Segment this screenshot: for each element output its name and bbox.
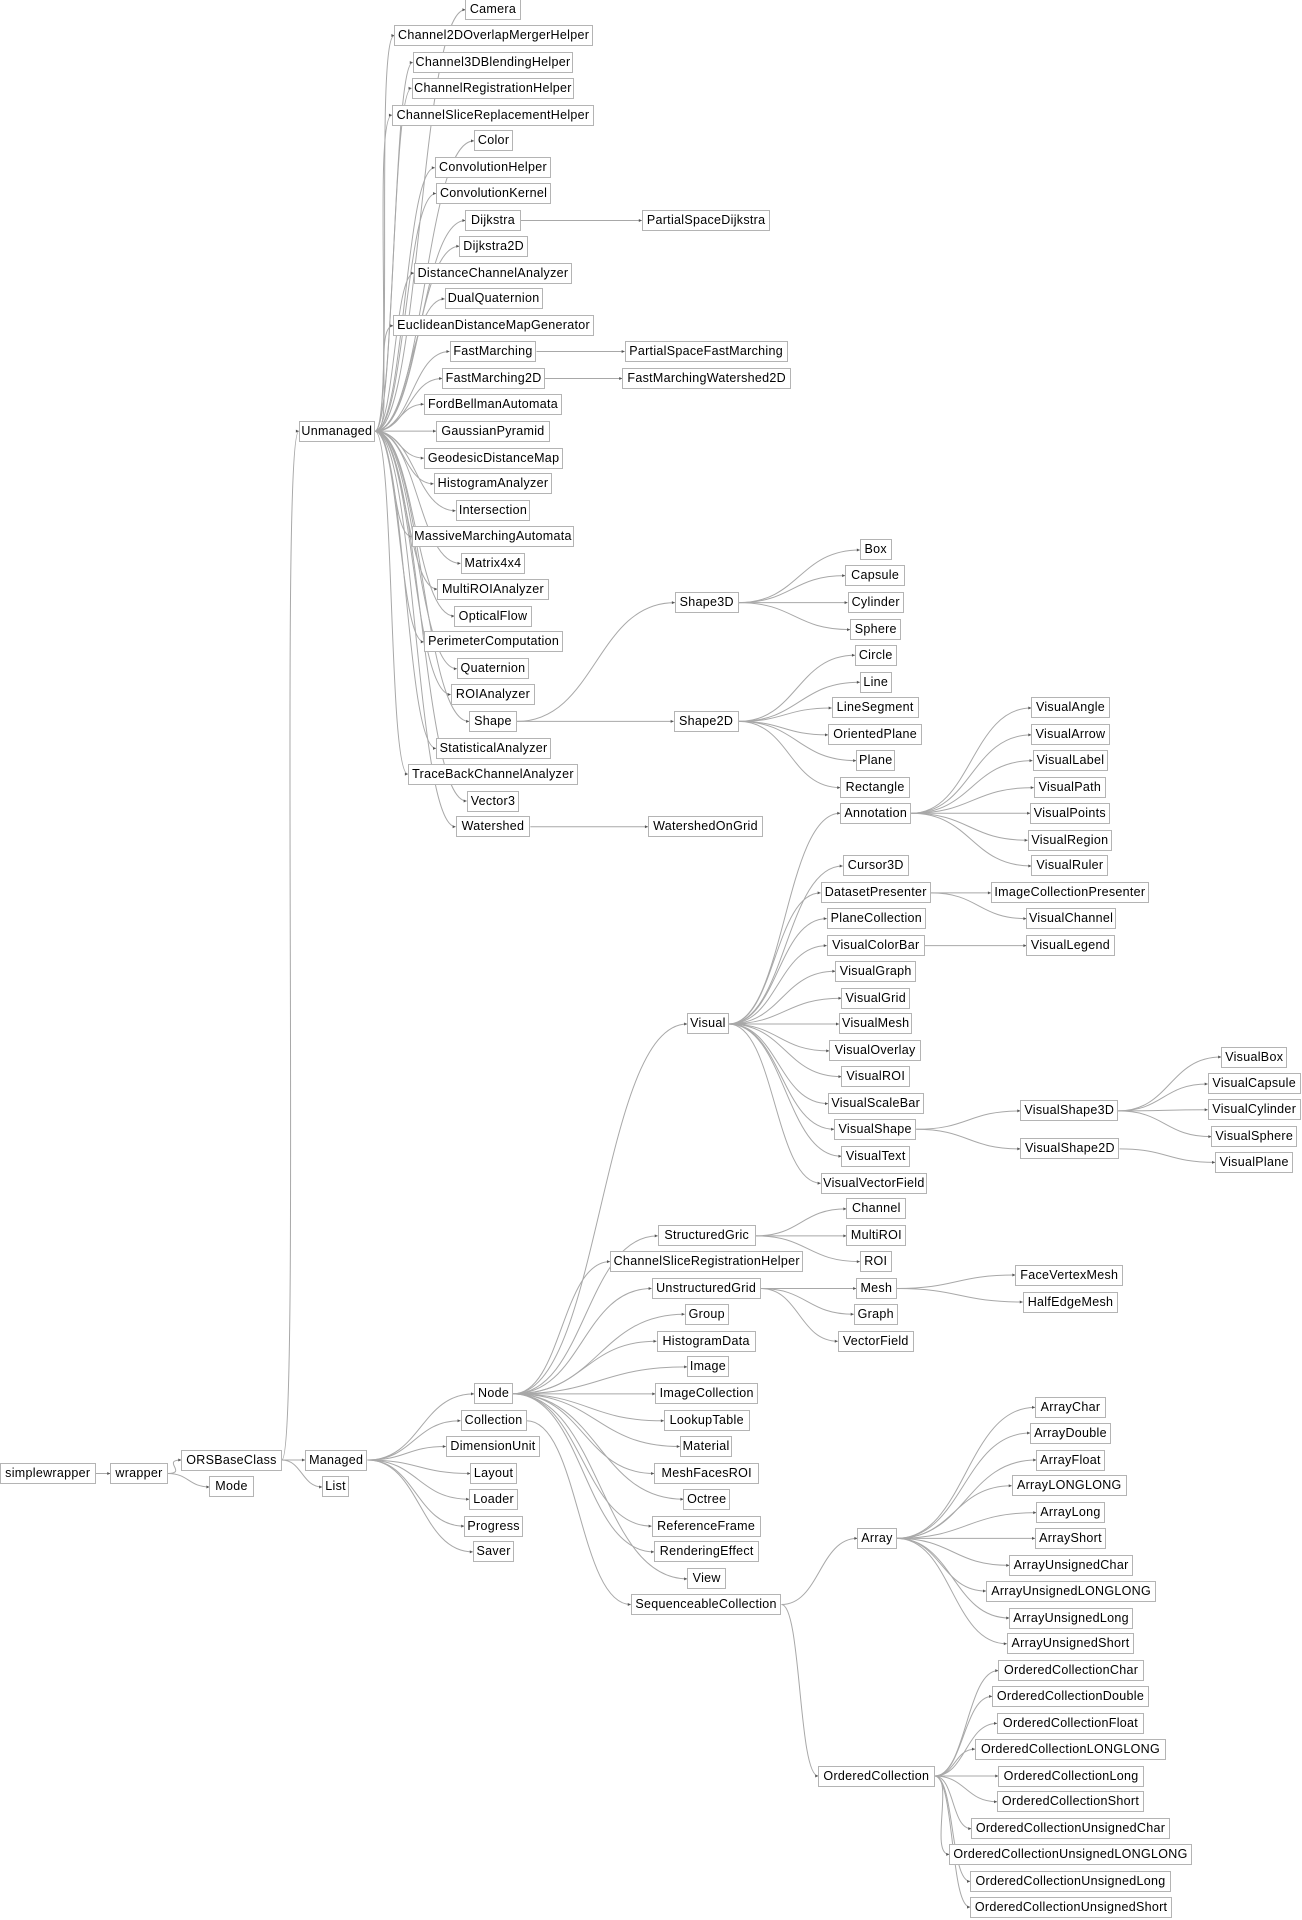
edge-ordered-collection-to-ordered-collection-unsigned-char: [935, 1776, 972, 1829]
class-node-array-float[interactable]: ArrayFloat: [1036, 1450, 1105, 1471]
class-node-visual-plane[interactable]: VisualPlane: [1215, 1152, 1293, 1173]
edge-shape3-d-to-box: [739, 550, 860, 603]
class-node-visual-graph[interactable]: VisualGraph: [835, 961, 916, 982]
class-node-mesh[interactable]: Mesh: [856, 1278, 896, 1299]
class-node-visual-points[interactable]: VisualPoints: [1030, 803, 1110, 824]
edge-structured-gric-to-channel: [756, 1209, 847, 1236]
edge-mesh-to-face-vertex-mesh: [897, 1275, 1016, 1288]
class-node-collection[interactable]: Collection: [461, 1410, 527, 1431]
edge-node-to-channel-slice-registration-helper: [513, 1262, 610, 1394]
class-node-array[interactable]: Array: [857, 1528, 896, 1549]
edge-managed-to-loader: [367, 1460, 469, 1499]
class-node-mode[interactable]: Mode: [209, 1476, 253, 1497]
class-node-list[interactable]: List: [322, 1476, 349, 1497]
class-node-ordered-collection-unsigned-long[interactable]: OrderedCollectionUnsignedLong: [970, 1871, 1171, 1892]
class-node-visual[interactable]: Visual: [687, 1013, 729, 1034]
edge-array-to-array-unsigned-long: [897, 1538, 1010, 1618]
edge-orsbase-class-to-unmanaged: [282, 431, 299, 1460]
class-node-visual-text[interactable]: VisualText: [841, 1146, 910, 1167]
edge-ordered-collection-to-ordered-collection-double: [935, 1696, 993, 1776]
class-node-color[interactable]: Color: [474, 130, 513, 151]
class-node-visual-label[interactable]: VisualLabel: [1033, 750, 1109, 771]
class-node-watershed-on-grid[interactable]: WatershedOnGrid: [648, 816, 763, 837]
class-node-convolution-kernel[interactable]: ConvolutionKernel: [436, 183, 551, 204]
class-node-line[interactable]: Line: [860, 672, 892, 693]
class-node-face-vertex-mesh[interactable]: FaceVertexMesh: [1015, 1265, 1123, 1286]
class-node-partial-space-fast-marching[interactable]: PartialSpaceFastMarching: [625, 341, 788, 362]
edge-visual-to-plane-collection: [729, 919, 827, 1024]
class-node-roi[interactable]: ROI: [860, 1251, 892, 1272]
class-node-visual-shape2-d[interactable]: VisualShape2D: [1020, 1138, 1119, 1159]
class-node-ordered-collection[interactable]: OrderedCollection: [818, 1766, 934, 1787]
class-node-image-collection-presenter[interactable]: ImageCollectionPresenter: [991, 882, 1149, 903]
class-node-visual-sphere[interactable]: VisualSphere: [1211, 1126, 1297, 1147]
class-node-histogram-analyzer[interactable]: HistogramAnalyzer: [434, 473, 553, 494]
class-node-array-longlong[interactable]: ArrayLONGLONG: [1012, 1475, 1127, 1496]
edge-unmanaged-to-channel-slice-replacement-helper: [375, 115, 392, 431]
class-node-mesh-faces-roi[interactable]: MeshFacesROI: [654, 1463, 759, 1484]
edge-annotation-to-visual-angle: [911, 708, 1031, 813]
class-node-visual-roi[interactable]: VisualROI: [841, 1066, 910, 1087]
class-node-visual-region[interactable]: VisualRegion: [1028, 830, 1113, 851]
edge-ordered-collection-to-ordered-collection-unsigned-short: [935, 1776, 971, 1907]
class-node-shape3-d[interactable]: Shape3D: [675, 592, 739, 613]
class-node-vector3[interactable]: Vector3: [467, 791, 520, 812]
edge-mesh-to-half-edge-mesh: [897, 1289, 1023, 1302]
edge-visual-shape-to-visual-shape3-d: [916, 1111, 1020, 1129]
edge-visual-to-visual-vector-field: [729, 1024, 821, 1183]
class-node-unmanaged[interactable]: Unmanaged: [299, 421, 375, 442]
class-node-ordered-collection-unsigned-longlong[interactable]: OrderedCollectionUnsignedLONGLONG: [949, 1844, 1192, 1865]
class-node-watershed[interactable]: Watershed: [456, 816, 531, 837]
class-node-orsbase-class[interactable]: ORSBaseClass: [181, 1450, 281, 1471]
class-node-ford-bellman-automata[interactable]: FordBellmanAutomata: [424, 394, 562, 415]
edge-managed-to-progress: [367, 1460, 464, 1526]
class-node-ordered-collection-longlong[interactable]: OrderedCollectionLONGLONG: [975, 1739, 1166, 1760]
class-node-loader[interactable]: Loader: [469, 1489, 518, 1510]
class-node-visual-path[interactable]: VisualPath: [1034, 777, 1106, 798]
class-node-fast-marching[interactable]: FastMarching: [450, 341, 537, 362]
class-node-cursor3-d[interactable]: Cursor3D: [843, 855, 909, 876]
edge-annotation-to-visual-region: [911, 813, 1027, 840]
class-node-array-unsigned-longlong[interactable]: ArrayUnsignedLONGLONG: [986, 1581, 1156, 1602]
class-node-octree[interactable]: Octree: [683, 1489, 730, 1510]
class-node-annotation[interactable]: Annotation: [840, 803, 911, 824]
class-node-dijkstra[interactable]: Dijkstra: [465, 210, 520, 231]
class-node-shape[interactable]: Shape: [469, 711, 517, 732]
class-node-visual-capsule[interactable]: VisualCapsule: [1208, 1073, 1301, 1094]
class-node-array-unsigned-short[interactable]: ArrayUnsignedShort: [1007, 1633, 1134, 1654]
class-node-visual-legend[interactable]: VisualLegend: [1026, 935, 1114, 956]
class-node-array-unsigned-long[interactable]: ArrayUnsignedLong: [1009, 1608, 1133, 1629]
edge-visual-to-visual-graph: [729, 971, 836, 1024]
class-node-channel2-doverlap-merger-helper[interactable]: Channel2DOverlapMergerHelper: [394, 25, 592, 46]
edge-visual-to-visual-shape: [729, 1024, 834, 1129]
edge-node-to-lookup-table: [513, 1394, 664, 1421]
class-node-geodesic-distance-map[interactable]: GeodesicDistanceMap: [424, 448, 564, 469]
edge-managed-to-dimension-unit: [367, 1447, 445, 1460]
class-node-gaussian-pyramid[interactable]: GaussianPyramid: [436, 421, 550, 442]
edge-shape3-d-to-sphere: [739, 603, 850, 630]
class-node-visual-shape3-d[interactable]: VisualShape3D: [1020, 1100, 1118, 1121]
class-node-reference-frame[interactable]: ReferenceFrame: [652, 1516, 761, 1537]
class-node-array-unsigned-char[interactable]: ArrayUnsignedChar: [1009, 1555, 1133, 1576]
class-node-massive-marching-automata[interactable]: MassiveMarchingAutomata: [412, 526, 575, 547]
class-node-channel-registration-helper[interactable]: ChannelRegistrationHelper: [412, 78, 575, 99]
class-node-ordered-collection-float[interactable]: OrderedCollectionFloat: [997, 1713, 1144, 1734]
class-node-circle[interactable]: Circle: [855, 645, 897, 666]
class-node-layout[interactable]: Layout: [470, 1463, 517, 1484]
edge-ordered-collection-to-ordered-collection-unsigned-longlong: [935, 1776, 950, 1854]
edge-array-to-array-char: [897, 1407, 1035, 1538]
class-node-wrapper[interactable]: wrapper: [110, 1463, 168, 1484]
class-node-sphere[interactable]: Sphere: [850, 619, 901, 640]
class-node-intersection[interactable]: Intersection: [456, 500, 531, 521]
edge-visual-to-visual-color-bar: [729, 946, 827, 1024]
class-node-convolution-helper[interactable]: ConvolutionHelper: [435, 157, 551, 178]
class-node-plane[interactable]: Plane: [856, 750, 895, 771]
class-node-perimeter-computation[interactable]: PerimeterComputation: [424, 631, 564, 652]
class-node-plane-collection[interactable]: PlaneCollection: [827, 908, 926, 929]
class-node-managed[interactable]: Managed: [305, 1450, 367, 1471]
edge-shape2-d-to-rectangle: [739, 721, 841, 787]
edge-node-to-histogram-data: [513, 1341, 656, 1394]
class-node-visual-angle[interactable]: VisualAngle: [1031, 697, 1109, 718]
class-node-channel-slice-registration-helper[interactable]: ChannelSliceRegistrationHelper: [610, 1251, 804, 1272]
class-node-ordered-collection-long[interactable]: OrderedCollectionLong: [998, 1766, 1144, 1787]
class-node-matrix4x4[interactable]: Matrix4x4: [461, 553, 526, 574]
class-node-cylinder[interactable]: Cylinder: [848, 592, 904, 613]
class-node-visual-vector-field[interactable]: VisualVectorField: [821, 1173, 928, 1194]
edge-wrapper-to-orsbase-class: [168, 1460, 181, 1473]
class-node-array-long[interactable]: ArrayLong: [1036, 1502, 1105, 1523]
class-node-statistical-analyzer[interactable]: StatisticalAnalyzer: [436, 738, 551, 759]
class-node-visual-arrow[interactable]: VisualArrow: [1031, 724, 1109, 745]
class-node-rectangle[interactable]: Rectangle: [840, 777, 910, 798]
class-node-trace-back-channel-analyzer[interactable]: TraceBackChannelAnalyzer: [408, 764, 578, 785]
class-node-oriented-plane[interactable]: OrientedPlane: [828, 724, 922, 745]
edge-unstructured-grid-to-vector-field: [761, 1289, 838, 1342]
class-node-ordered-collection-short[interactable]: OrderedCollectionShort: [997, 1791, 1144, 1812]
class-node-partial-space-dijkstra[interactable]: PartialSpaceDijkstra: [642, 210, 771, 231]
edge-visual-shape3-d-to-visual-sphere: [1118, 1111, 1211, 1137]
class-node-visual-ruler[interactable]: VisualRuler: [1031, 855, 1108, 876]
class-node-half-edge-mesh[interactable]: HalfEdgeMesh: [1023, 1292, 1119, 1313]
class-node-simplewrapper[interactable]: simplewrapper: [0, 1463, 96, 1484]
class-node-unstructured-grid[interactable]: UnstructuredGrid: [652, 1278, 761, 1299]
edge-sequenceable-collection-to-array: [781, 1538, 857, 1604]
edge-visual-shape-to-visual-shape2-d: [916, 1129, 1020, 1149]
class-node-ordered-collection-double[interactable]: OrderedCollectionDouble: [992, 1686, 1149, 1707]
class-node-ordered-collection-unsigned-short[interactable]: OrderedCollectionUnsignedShort: [970, 1897, 1172, 1918]
class-node-visual-color-bar[interactable]: VisualColorBar: [827, 935, 925, 956]
class-node-distance-channel-analyzer[interactable]: DistanceChannelAnalyzer: [414, 263, 572, 284]
class-node-dual-quaternion[interactable]: DualQuaternion: [445, 288, 543, 309]
class-node-channel-slice-replacement-helper[interactable]: ChannelSliceReplacementHelper: [392, 105, 594, 126]
class-node-roianalyzer[interactable]: ROIAnalyzer: [451, 684, 536, 705]
class-node-camera[interactable]: Camera: [465, 0, 520, 20]
class-node-multi-roi[interactable]: MultiROI: [846, 1225, 906, 1246]
class-node-graph[interactable]: Graph: [854, 1304, 898, 1325]
class-node-visual-channel[interactable]: VisualChannel: [1026, 908, 1115, 929]
class-node-channel3-dblending-helper[interactable]: Channel3DBlendingHelper: [413, 52, 573, 73]
edge-visual-to-visual-scale-bar: [729, 1024, 828, 1104]
class-node-shape2-d[interactable]: Shape2D: [674, 711, 739, 732]
edge-shape3-d-to-capsule: [739, 576, 846, 603]
edge-ordered-collection-to-ordered-collection-unsigned-long: [935, 1776, 971, 1881]
edge-managed-to-layout: [367, 1460, 470, 1473]
edge-managed-to-saver: [367, 1460, 472, 1552]
class-node-optical-flow[interactable]: OpticalFlow: [454, 606, 531, 627]
edge-annotation-to-visual-label: [911, 761, 1032, 814]
class-node-visual-mesh[interactable]: VisualMesh: [839, 1013, 912, 1034]
edge-visual-to-visual-roi: [729, 1024, 842, 1077]
class-node-sequenceable-collection[interactable]: SequenceableCollection: [631, 1594, 782, 1615]
class-node-histogram-data[interactable]: HistogramData: [657, 1331, 756, 1352]
edge-visual-shape2-d-to-visual-plane: [1119, 1149, 1215, 1162]
class-node-visual-cylinder[interactable]: VisualCylinder: [1208, 1099, 1301, 1120]
edge-unstructured-grid-to-graph: [761, 1289, 854, 1315]
class-node-rendering-effect[interactable]: RenderingEffect: [654, 1541, 759, 1562]
class-node-dimension-unit[interactable]: DimensionUnit: [446, 1436, 540, 1457]
class-node-visual-box[interactable]: VisualBox: [1221, 1047, 1287, 1068]
class-node-saver[interactable]: Saver: [473, 1541, 515, 1562]
class-node-image[interactable]: Image: [687, 1356, 729, 1377]
class-node-line-segment[interactable]: LineSegment: [832, 697, 919, 718]
class-node-capsule[interactable]: Capsule: [845, 565, 905, 586]
class-node-array-double[interactable]: ArrayDouble: [1030, 1423, 1111, 1444]
edge-shape-to-shape3-d: [517, 603, 675, 722]
class-node-group[interactable]: Group: [685, 1304, 729, 1325]
class-node-node[interactable]: Node: [474, 1383, 513, 1404]
class-node-visual-shape[interactable]: VisualShape: [834, 1119, 916, 1140]
class-node-fast-marching-watershed2-d[interactable]: FastMarchingWatershed2D: [622, 368, 791, 389]
edge-visual-shape3-d-to-visual-capsule: [1118, 1084, 1207, 1111]
edge-node-to-reference-frame: [513, 1394, 651, 1526]
class-node-array-short[interactable]: ArrayShort: [1035, 1528, 1106, 1549]
class-node-ordered-collection-unsigned-char[interactable]: OrderedCollectionUnsignedChar: [971, 1818, 1169, 1839]
class-node-dijkstra2-d[interactable]: Dijkstra2D: [459, 236, 528, 257]
class-node-material[interactable]: Material: [680, 1436, 733, 1457]
class-node-view[interactable]: View: [687, 1568, 726, 1589]
edge-wrapper-to-mode: [168, 1473, 210, 1486]
class-node-lookup-table[interactable]: LookupTable: [664, 1410, 750, 1431]
class-node-visual-scale-bar[interactable]: VisualScaleBar: [828, 1093, 924, 1114]
class-node-euclidean-distance-map-generator[interactable]: EuclideanDistanceMapGenerator: [393, 315, 594, 336]
class-node-structured-gric[interactable]: StructuredGric: [658, 1225, 756, 1246]
class-node-vector-field[interactable]: VectorField: [838, 1331, 914, 1352]
class-node-visual-grid[interactable]: VisualGrid: [841, 988, 910, 1009]
class-node-array-char[interactable]: ArrayChar: [1035, 1397, 1106, 1418]
class-node-ordered-collection-char[interactable]: OrderedCollectionChar: [998, 1660, 1144, 1681]
edge-node-to-unstructured-grid: [513, 1289, 651, 1394]
class-node-dataset-presenter[interactable]: DatasetPresenter: [821, 882, 931, 903]
edge-unmanaged-to-statistical-analyzer: [375, 431, 436, 748]
class-node-fast-marching2-d[interactable]: FastMarching2D: [442, 368, 545, 389]
class-node-visual-overlay[interactable]: VisualOverlay: [829, 1040, 921, 1061]
class-node-image-collection[interactable]: ImageCollection: [655, 1383, 758, 1404]
edge-ordered-collection-to-ordered-collection-char: [935, 1671, 999, 1776]
class-node-quaternion[interactable]: Quaternion: [457, 658, 529, 679]
class-node-multi-roianalyzer[interactable]: MultiROIAnalyzer: [437, 579, 548, 600]
edge-unmanaged-to-distance-channel-analyzer: [375, 273, 414, 431]
class-node-box[interactable]: Box: [860, 539, 892, 560]
class-node-progress[interactable]: Progress: [464, 1516, 523, 1537]
class-node-channel[interactable]: Channel: [846, 1198, 906, 1219]
edge-sequenceable-collection-to-ordered-collection: [781, 1605, 818, 1776]
edge-collection-to-sequenceable-collection: [527, 1421, 631, 1605]
edge-annotation-to-visual-arrow: [911, 735, 1031, 813]
edge-ordered-collection-to-ordered-collection-longlong: [935, 1749, 975, 1776]
